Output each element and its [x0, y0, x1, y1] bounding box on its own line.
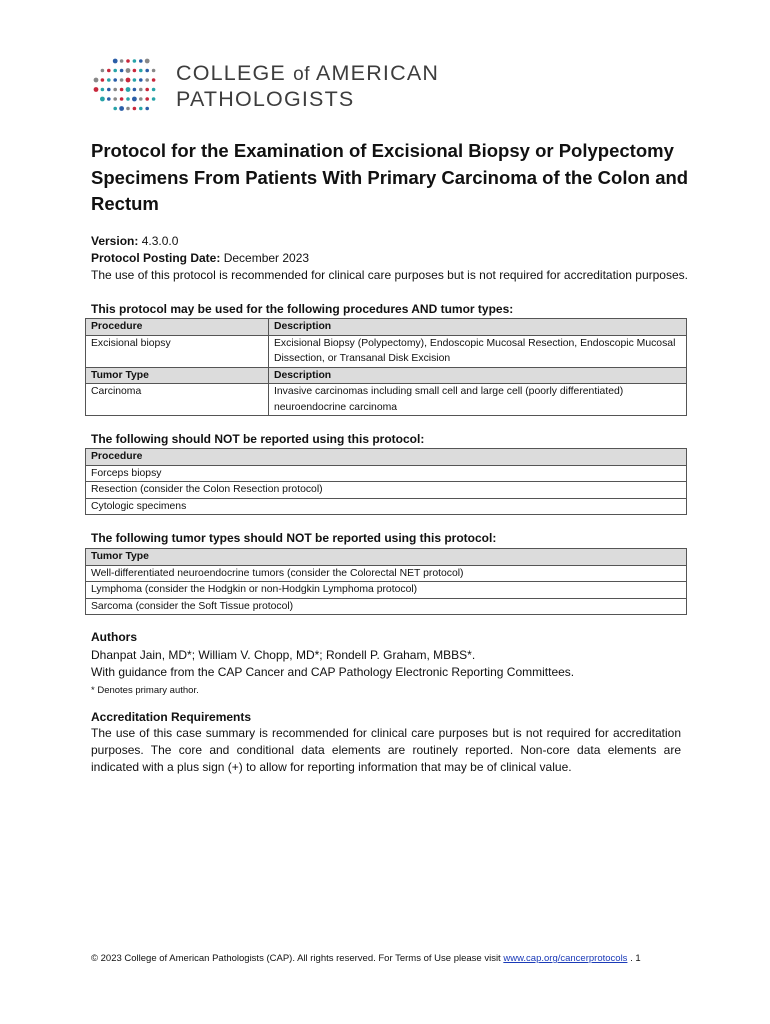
logo-dot [139, 88, 143, 92]
logo-dot [126, 68, 131, 73]
page-number: . 1 [630, 953, 641, 964]
logo-dot [126, 78, 131, 83]
logo-dot [113, 69, 117, 73]
logo-dot [113, 107, 117, 111]
description-header: Description [269, 319, 687, 336]
logo-dot [126, 87, 131, 92]
logo-dot [126, 107, 130, 111]
logo-dot [126, 97, 130, 101]
logo-dot [152, 97, 156, 101]
logo-dot [152, 69, 156, 73]
logo-dot [101, 69, 105, 73]
logo-dot [145, 78, 149, 82]
tumor-description-header: Description [269, 367, 687, 384]
table-row: Resection (consider the Colon Resection protocol) [86, 482, 687, 499]
logo-dot [133, 69, 137, 73]
table-row: Sarcoma (consider the Soft Tissue protocol) [86, 598, 687, 615]
logo-dot [101, 88, 105, 92]
accreditation-heading: Accreditation Requirements [91, 710, 252, 724]
logo-dot [145, 97, 149, 101]
logo-dot [120, 78, 124, 82]
logo-dot [101, 78, 105, 82]
logo-dot [113, 78, 117, 82]
cap-logo-wordmark: COLLEGE of AMERICAN PATHOLOGISTS [176, 61, 440, 111]
logo-dot [120, 69, 124, 73]
page-footer [91, 953, 691, 964]
tumor-type-value: Carcinoma [86, 384, 269, 416]
cap-logo [92, 55, 472, 115]
cap-logo-dots-icon [92, 55, 162, 115]
logo-dot [126, 59, 130, 63]
logo-dot [132, 97, 137, 102]
copyright-text: © 2023 College of American Pathologists (CAP). All rights reserved. For Terms of Use please visit [91, 953, 501, 964]
logo-dot [113, 88, 117, 92]
logo-dot [94, 78, 99, 83]
usage-note: The use of this protocol is recommended for clinical care purposes but is not required for accreditation purposes. [91, 268, 688, 282]
tumor-type-header: Tumor Type [86, 367, 269, 384]
not-procedures-header: Procedure [86, 449, 687, 466]
logo-dot [100, 97, 105, 102]
logo-dot [133, 107, 137, 111]
not-tumors-heading: The following tumor types should NOT be reported using this protocol: [91, 531, 497, 545]
table-row: Forceps biopsy [86, 465, 687, 482]
logo-dot [120, 59, 124, 63]
logo-dot [113, 97, 117, 101]
logo-dot [107, 97, 111, 101]
not-tumors-header: Tumor Type [86, 549, 687, 566]
logo-dot [107, 69, 111, 73]
procedure-value: Excisional biopsy [86, 335, 269, 367]
not-procedures-heading: The following should NOT be reported using this protocol: [91, 432, 425, 446]
table-row: Lymphoma (consider the Hodgkin or non-Hodgkin Lymphoma protocol) [86, 582, 687, 599]
logo-dot [152, 78, 156, 82]
version-line: Version: 4.3.0.0 [91, 234, 179, 248]
logo-dot [133, 88, 137, 92]
logo-dot [120, 97, 124, 101]
logo-dot [139, 107, 143, 111]
logo-dot [120, 88, 124, 92]
logo-dot [107, 78, 111, 82]
logo-dot [113, 59, 118, 64]
procedure-header: Procedure [86, 319, 269, 336]
may-use-heading: This protocol may be used for the following procedures AND tumor types: [91, 302, 514, 316]
logo-dot [145, 59, 150, 64]
logo-dot [152, 88, 156, 92]
page-title: Protocol for the Examination of Excisional Biopsy or Polypectomy Specimens From Patients With Primary Carcinoma of the Colon and Rectum [91, 140, 689, 214]
not-procedures-table [85, 448, 687, 515]
may-use-table [85, 318, 687, 416]
authors-heading: Authors [91, 630, 137, 644]
logo-dot [139, 69, 143, 73]
logo-dot [107, 88, 111, 92]
cap-protocols-link[interactable]: www.cap.org/cancerprotocols [503, 953, 628, 964]
logo-dot [133, 78, 137, 82]
logo-dot [139, 59, 143, 63]
logo-dot [145, 107, 149, 111]
table-row: Well-differentiated neuroendocrine tumors (consider the Colorectal NET protocol) [86, 565, 687, 582]
authors-guidance: With guidance from the CAP Cancer and CAP Pathology Electronic Reporting Committees. [91, 665, 575, 679]
accreditation-text: The use of this case summary is recommended for clinical care purposes but is not required for accreditation purposes. The core and conditional data elements are routinely reported. Non-core data elements are indicated with a plus sign (+) to allow for reporting information that may be of clinical value. [91, 726, 681, 774]
logo-dot [145, 88, 149, 92]
posting-date-line: Protocol Posting Date: December 2023 [91, 251, 310, 265]
primary-author-note: * Denotes primary author. [91, 685, 199, 696]
authors-list: Dhanpat Jain, MD*; William V. Chopp, MD*; Rondell P. Graham, MBBS*. [91, 648, 476, 662]
logo-dot [119, 106, 124, 111]
table-row: Cytologic specimens [86, 498, 687, 515]
tumor-type-description: Invasive carcinomas including small cell and large cell (poorly differentiated) neuroendocrine carcinoma [269, 384, 687, 416]
logo-dot [139, 78, 143, 82]
logo-dot [145, 69, 149, 73]
logo-dot [94, 87, 99, 92]
procedure-description: Excisional Biopsy (Polypectomy), Endoscopic Mucosal Resection, Endoscopic Mucosal Dissection, or Transanal Disk Excision [269, 335, 687, 367]
not-tumors-table [85, 548, 687, 615]
logo-dot [133, 59, 137, 63]
logo-dot [139, 97, 143, 101]
